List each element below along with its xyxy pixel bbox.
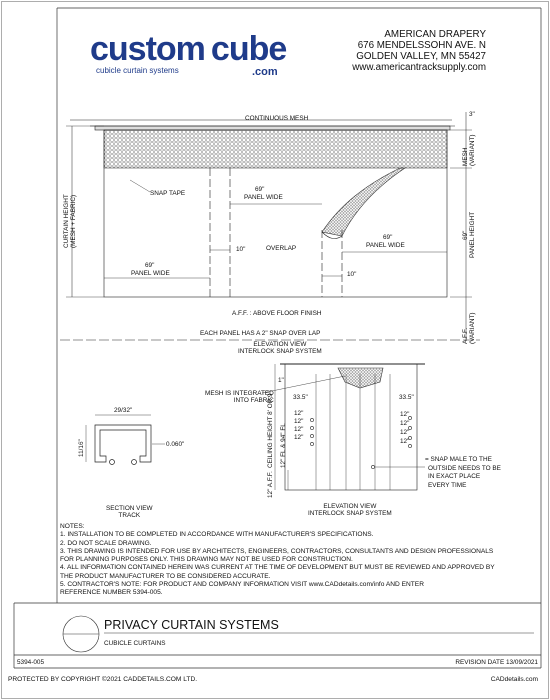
snap-note-line-2: OUTSIDE NEEDS TO BE: [428, 464, 501, 472]
track-caption-line-2: TRACK: [118, 512, 141, 519]
drawing-subtitle: CUBICLE CURTAINS: [104, 640, 166, 647]
spacing-left-1: 12": [294, 410, 304, 417]
snap-note-line-3: IN EXACT PLACE: [428, 473, 481, 480]
logo-cube: cube: [210, 30, 287, 68]
snap-note-line-4: EVERY TIME: [428, 481, 467, 489]
brand-logo: [90, 30, 286, 69]
panel-wide-label-2: PANEL WIDE: [366, 242, 405, 249]
track-caption-line-1: SECTION VIEW: [106, 505, 153, 512]
note-line-5: 4. ALL INFORMATION CONTAINED HEREIN WAS CURRENT AT THE TIME OF DEVELOPMENT BUT MUST BE REVIEWED AND APPROVED BY: [60, 564, 495, 572]
mesh-integrated-line-1: MESH IS INTEGRATED: [205, 390, 274, 397]
spacing-right-3: 12": [400, 429, 410, 436]
curtain-height-label: [63, 194, 77, 248]
notes-heading: NOTES:: [60, 523, 85, 530]
panel-height-dim: 69": [462, 230, 469, 240]
spacing-left-3: 12": [294, 426, 304, 433]
mesh-variant-line-2: (VARIANT): [469, 134, 476, 166]
ceiling-height-label: CEILING HEIGHT 8' OR 9': [267, 392, 274, 468]
continuous-mesh-label: CONTINUOUS MESH: [245, 115, 309, 122]
track-width-dim: 29/32": [114, 407, 133, 414]
snap-detail-caption: [308, 503, 392, 517]
note-line-8: REFERENCE NUMBER 5394-005.: [60, 589, 163, 597]
snap-note-line-1: = SNAP MALE TO THE: [425, 456, 492, 463]
panel-height-text: PANEL HEIGHT: [469, 211, 476, 258]
drawing-title: PRIVACY CURTAIN SYSTEMS: [104, 618, 279, 632]
company-name: AMERICAN DRAPERY: [384, 29, 486, 40]
mesh-variant-line-1: MESH: [462, 147, 469, 166]
mesh-integrated-line-2: INTO FABRIC: [233, 397, 274, 404]
panel-wide-label-3: PANEL WIDE: [131, 270, 170, 277]
overlap-label: OVERLAP: [266, 245, 297, 252]
note-line-4: FOR PLANNING PURPOSES ONLY. THIS DRAWING MAY NOT BE USED FOR CONSTRUCTION.: [60, 556, 353, 564]
note-line-7: 5. CONTRACTOR'S NOTE: FOR PRODUCT AND COMPANY INFORMATION VISIT www.CADdetails.com/info AND ENTER: [60, 581, 424, 589]
overlap-note: EACH PANEL HAS A 2" SNAP OVER LAP: [200, 330, 321, 337]
logo-custom: custom: [90, 30, 205, 68]
note-line-2: 2. DO NOT SCALE DRAWING.: [60, 539, 152, 547]
dim-top: 3": [469, 111, 475, 118]
logo-tagline: cubicle curtain systems: [96, 66, 179, 75]
note-line-1: 1. INSTALLATION TO BE COMPLETED IN ACCORDANCE WITH MANUFACTURER'S SPECIFICATIONS.: [60, 531, 374, 539]
aff-label: A.F.F. : ABOVE FLOOR FINISH: [232, 310, 322, 317]
elevation-main: [60, 112, 480, 340]
logo-com: .com: [252, 66, 278, 78]
revision-date: REVISION DATE 13/09/2021: [455, 659, 538, 666]
track-section: [86, 415, 165, 465]
dim-10-b: 10": [347, 271, 357, 278]
spacing-left: [294, 410, 303, 442]
spacing-right-2: 12": [400, 420, 410, 427]
aff-variant-line-1: A.F.F.: [462, 328, 469, 344]
note-line-6: THE PRODUCT MANUFACTURER TO BE CONSIDERED ACCURATE.: [60, 572, 271, 580]
notes-block: [60, 523, 495, 598]
panel-wide-dim-1: 69": [255, 186, 265, 193]
copyright-text: PROTECTED BY COPYRIGHT ©2021 CADDETAILS.COM LTD.: [8, 676, 198, 683]
company-website: www.americantracksupply.com: [352, 62, 486, 73]
snap-caption-line-2: INTERLOCK SNAP SYSTEM: [308, 510, 392, 517]
spacing-right: [400, 410, 409, 446]
caddetails-link[interactable]: CADdetails.com: [490, 676, 538, 683]
snap-tape-label: SNAP TAPE: [150, 190, 186, 197]
note-line-3: 3. THIS DRAWING IS INTENDED FOR USE BY ARCHITECTS, ENGINEERS, CONTRACTORS, CONSULTANTS AND DESIGN PROFESSIONALS: [60, 547, 494, 555]
panel-wide-dim-3: 69": [145, 262, 155, 269]
curtain-height-line-1: CURTAIN HEIGHT: [63, 194, 70, 248]
track-height-dim: 11/16": [78, 439, 85, 457]
spacing-left-2: 12": [294, 418, 304, 425]
curtain-height-line-2: (MESH + FABRIC): [70, 194, 77, 248]
panel-wide-label-1: PANEL WIDE: [244, 194, 283, 201]
elevation-caption: [238, 341, 322, 355]
spacing-right-1: 12": [400, 411, 410, 418]
mesh-variant-label: [462, 135, 476, 166]
snap-caption-line-1: ELEVATION VIEW: [323, 503, 377, 510]
aff-variant-label: [462, 313, 476, 344]
spacing-left-4: 12": [294, 434, 304, 441]
reference-number: 5394-005: [17, 659, 45, 666]
track-thickness: 0.060": [166, 441, 185, 448]
company-address-1: 676 MENDELSSOHN AVE. N: [357, 40, 486, 51]
track-caption: [106, 505, 153, 519]
aff-variant-line-2: (VARIANT): [469, 312, 476, 344]
dim-335-right: 33.5": [399, 394, 414, 401]
fl-height-label: 12" FL & 94" FL: [280, 423, 287, 468]
aff-12-label: 12" A.F.F.: [267, 471, 274, 498]
spacing-right-4: 12": [400, 438, 410, 445]
elevation-caption-line-2: INTERLOCK SNAP SYSTEM: [238, 348, 322, 355]
panel-height-label: [462, 212, 476, 258]
company-address-2: GOLDEN VALLEY, MN 55427: [356, 51, 486, 62]
company-block: [352, 29, 486, 73]
dim-335-left: 33.5": [293, 394, 308, 401]
elevation-caption-line-1: ELEVATION VIEW: [253, 341, 307, 348]
snap-note: [425, 456, 501, 490]
mesh-integrated-label: [205, 390, 274, 404]
snap-dim-1: 1": [278, 377, 284, 384]
panel-wide-dim-2: 69": [383, 234, 393, 241]
dim-10-a: 10": [236, 246, 246, 253]
